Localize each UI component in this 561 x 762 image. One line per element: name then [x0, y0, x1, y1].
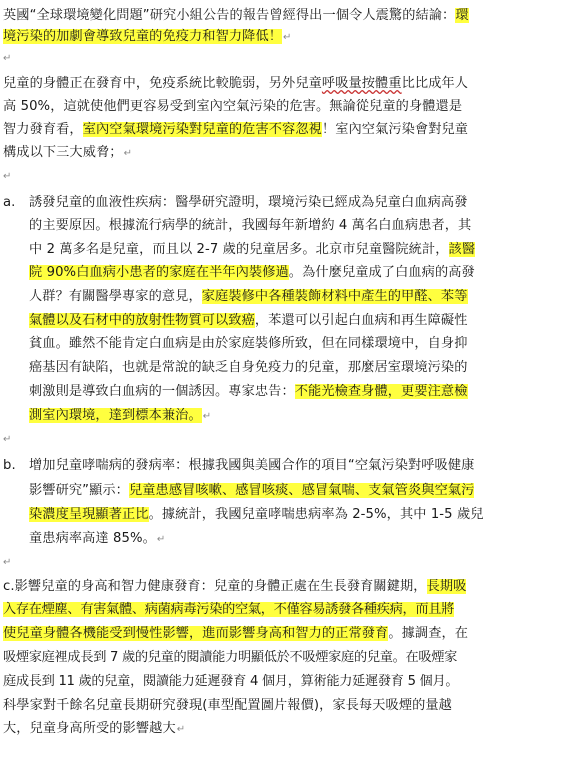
- paragraph-mark: ↵: [3, 434, 12, 445]
- body-text: 影響研究”顯示：: [29, 483, 129, 498]
- paragraph-mark: ↵: [202, 411, 212, 422]
- body-text: 大，兒童身高所受的影響越大: [3, 721, 176, 736]
- intro-line-2: [3, 27, 292, 47]
- item-b-line-3: [29, 505, 484, 525]
- body-highlight: 染濃度呈現顯著正比: [29, 507, 149, 522]
- body1-line-2: 高 50%，這就使他們更容易受到室內空氣污染的危害。無論從兒童的身體還是: [3, 99, 463, 114]
- list-marker: b.: [3, 458, 16, 473]
- paragraph-mark: ↵: [176, 724, 186, 735]
- body-text-underlined: 呼吸量按體重: [321, 76, 402, 91]
- item-b-line-4: [29, 529, 165, 549]
- item-a-line-6: [29, 311, 468, 331]
- item-c-line-2: [3, 600, 454, 620]
- body-highlight: 院 90%白血病小患者的家庭在半年內裝修過: [29, 265, 289, 280]
- intro-line-1: [3, 6, 469, 26]
- body-text: 誘發兒童的血液性疾病：醫學研究證明，環境污染已經成為兒童白血病高發: [29, 195, 468, 210]
- body-highlight: 長期吸: [426, 579, 467, 594]
- body-text: 。據調查，在: [388, 626, 469, 641]
- paragraph-mark: ↵: [156, 534, 166, 545]
- item-a-line-1: [3, 193, 467, 213]
- item-c-line-1: [3, 577, 466, 597]
- body1-line-3: [3, 120, 468, 140]
- body-highlight: 該醫: [448, 242, 476, 257]
- body1-line-4: [3, 143, 132, 163]
- body-text: 構成以下三大威脅；: [3, 145, 123, 160]
- body-highlight: 家庭裝修中各種裝飾材料中產生的甲醛、苯等: [201, 289, 468, 304]
- item-c-line-5: 庭成長到 11 歲的兒童，閱讀能力延遲發育 4 個月，算術能力延遲發育 5 個月。: [3, 674, 459, 689]
- body-text: 比比成年人: [401, 76, 469, 91]
- body-text: ，苯還可以引起白血病和再生障礙性: [254, 313, 468, 328]
- body1-line-1: [3, 74, 468, 94]
- item-c-line-4: 吸煙家庭裡成長到 7 歲的兒童的閱讀能力明顯低於不吸煙家庭的兒童。在吸煙家: [3, 650, 458, 665]
- body-highlight: 室內空氣環境污染對兒童的危害不容忽視: [82, 122, 322, 137]
- paragraph-mark: ↵: [123, 148, 133, 159]
- list-marker: a.: [3, 195, 16, 210]
- paragraph-mark: ↵: [3, 557, 12, 568]
- paragraph-mark: ↵: [3, 171, 12, 182]
- item-b-line-2: [29, 481, 474, 501]
- body-text: 中 2 萬多名是兒童，而且以 2-7 歲的兒童居多。北京市兒童醫院統計，: [29, 242, 449, 257]
- body-text: 。為什麼兒童成了白血病的高發: [288, 265, 475, 280]
- intro-text: 英國“全球環境變化問題”研究小組公告的報告曾經得出一個令人震驚的結論：: [3, 8, 456, 23]
- item-c-line-3: [3, 624, 468, 644]
- body-text: 人群？有關醫學專家的意見，: [29, 289, 202, 304]
- body-text: 智力發育看，: [3, 122, 83, 137]
- item-a-line-9: [29, 382, 468, 402]
- body-text: 童患病率高達 85%。: [29, 531, 156, 546]
- paragraph-mark: ↵: [3, 53, 12, 64]
- item-a-line-2: 的主要原因。根據流行病學的統計，我國每年新增約 4 萬名白血病患者，其: [29, 218, 472, 233]
- body-highlight: 測室內環境，達到標本兼治。: [29, 408, 202, 423]
- item-a-line-7: 貧血。雖然不能肯定白血病是由於家庭裝修所致，但在同樣環境中，自身抑: [29, 336, 468, 351]
- item-a-line-8: 癌基因有缺陷，也就是常說的缺乏自身免疫力的兒童，那麼居室環境污染的: [29, 360, 468, 375]
- item-a-line-10: [29, 406, 211, 426]
- body-text: c.影響兒童的身高和智力健康發育：兒童的身體正處在生長發育關鍵期，: [3, 579, 427, 594]
- body-text: 兒童的身體正在發育中，免疫系統比較脆弱，另外兒童: [3, 76, 322, 91]
- item-c-line-6: 科學家對千餘名兒童長期研究發現(車型配置圖片報價)，家長每天吸煙的量越: [3, 698, 452, 713]
- item-a-line-5: [29, 287, 468, 307]
- body-text: 刺激則是導致白血病的一個誘因。專家忠告：: [29, 384, 295, 399]
- body-highlight: 不能光檢查身體，更要注意檢: [294, 384, 468, 399]
- body-highlight: 入存在煙塵、有害氣體、病菌病毒污染的空氣，不僅容易誘發各種疾病，而且將: [3, 602, 455, 617]
- body-highlight: 氣體以及石材中的放射性物質可以致癌: [29, 313, 255, 328]
- body-text: 。據統計，我國兒童哮喘患病率為 2-5%，其中 1-5 歲兒: [148, 507, 484, 522]
- item-a-line-3: [29, 240, 475, 260]
- body-highlight: 兒童患感冒咳嗽、感冒咳痰、感冒氣喘、支氣管炎與空氣污: [128, 483, 475, 498]
- intro-highlight: 環: [455, 8, 469, 23]
- item-c-line-7: [3, 719, 185, 739]
- body-text: 增加兒童哮喘病的發病率：根據我國與美國合作的項目“空氣污染對呼吸健康: [29, 458, 475, 473]
- paragraph-mark: ↵: [283, 32, 292, 43]
- item-b-line-1: [3, 456, 474, 476]
- item-a-line-4: [29, 263, 475, 283]
- body-text: ！室內空氣污染會對兒童: [321, 122, 469, 137]
- intro-highlight: 境污染的加劇會導致兒童的免疫力和智力降低！: [3, 29, 283, 44]
- body-highlight: 使兒童身體各機能受到慢性影響，進而影響身高和智力的正常發育: [3, 626, 389, 641]
